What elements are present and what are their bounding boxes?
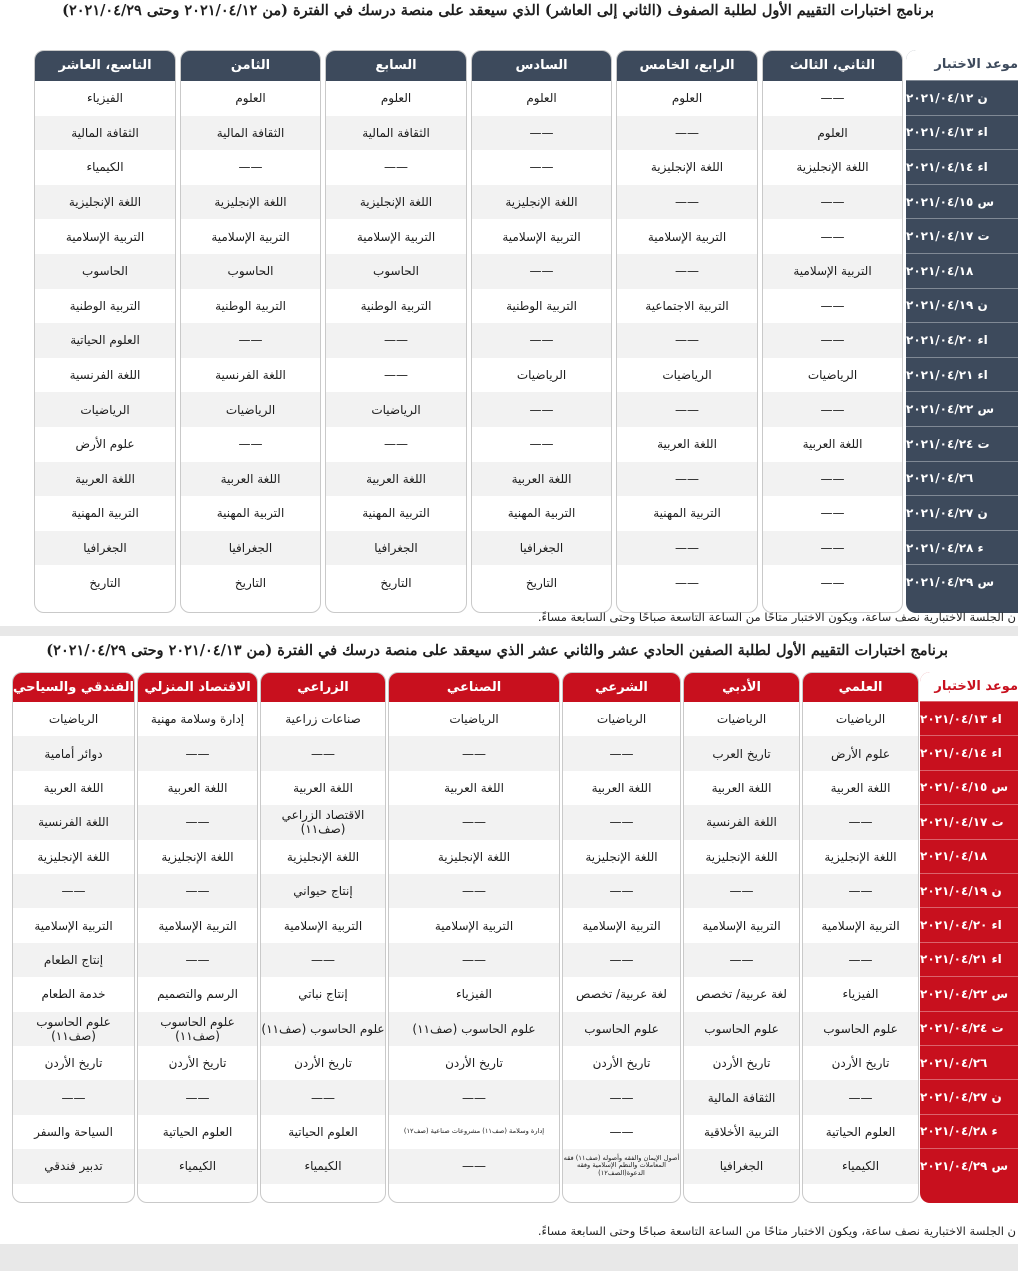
table-cell: ——	[138, 874, 257, 908]
date-cell: ن ٢٠٢١/٠٤/٢٧	[906, 495, 1018, 530]
date-cell: س ٢٠٢١/٠٤/٢٩	[920, 1148, 1018, 1182]
table-cell: العلوم	[763, 116, 902, 151]
table-cell: تاريخ الأردن	[592, 1056, 651, 1071]
table-cell: ——	[803, 874, 918, 908]
table-cell: العلوم	[380, 91, 412, 106]
table-cell: ——	[675, 575, 699, 590]
table-cell: التربية المهنية	[216, 506, 285, 521]
column-header: الشرعي	[563, 673, 680, 702]
column-header: الزراعي	[261, 673, 385, 702]
table-cell: التربية الإسلامية	[763, 254, 902, 289]
table-cell: اللغة الإنجليزية	[824, 849, 897, 864]
table-cell: ——	[138, 736, 257, 770]
table-cell: الجغرافيا	[326, 531, 466, 566]
table-cell: ——	[617, 392, 757, 427]
table-cell: أصول الإيمان والفقه وأصوله (صف١١) فقه المعاملات والنظم الإسلامية وفقه الدعوة(الصف١٢)	[563, 1149, 680, 1183]
date-cell: ن ٢٠٢١/٠٤/٢٧	[920, 1079, 1018, 1113]
table-cell: الكيمياء	[138, 1149, 257, 1183]
table-cell: اللغة الفرنسية	[13, 805, 134, 839]
date-cell: س ٢٠٢١/٠٤/٢٩	[906, 564, 1018, 599]
table-cell: اللغة العربية	[444, 780, 504, 795]
table-cell: ——	[529, 160, 554, 175]
table-cell: التربية الإسلامية	[582, 918, 661, 933]
table-cell: ——	[472, 392, 611, 427]
column-header: التاسع، العاشر	[35, 51, 175, 81]
table-cell: تاريخ الأردن	[831, 1056, 890, 1071]
table-cell: اللغة الإنجليزية	[472, 185, 611, 220]
table-cell: ——	[617, 462, 757, 497]
table-cell: لغة عربية/ تخصص	[696, 987, 787, 1002]
table-cell: التربية الإسلامية	[34, 918, 113, 933]
date-cell: ن ٢٠٢١/٠٤/١٢	[906, 80, 1018, 115]
table-cell: ——	[13, 1080, 134, 1114]
column-header: الاقتصاد المنزلي	[138, 673, 257, 702]
table-cell: ——	[389, 1149, 559, 1183]
table-cell: العلوم الحياتية	[288, 1124, 358, 1139]
table-cell: اللغة الفرنسية	[69, 368, 141, 383]
date-cell: اء ٢٠٢١/٠٤/٢١	[906, 357, 1018, 392]
table1-column-6	[34, 50, 176, 613]
table-cell: ——	[763, 462, 902, 497]
table-cell: ——	[803, 1080, 918, 1114]
column-header: الصناعي	[389, 673, 559, 702]
table-cell: اللغة العربية	[181, 462, 320, 497]
table-cell: تاريخ الأردن	[44, 1056, 103, 1071]
table-cell: ——	[763, 185, 902, 220]
table-cell: التربية الإسلامية	[356, 229, 436, 244]
table-cell: التاريخ	[525, 575, 558, 590]
table2-column-3	[562, 672, 681, 1203]
table-cell: السياحة والسفر	[34, 1124, 113, 1139]
table-cell: اللغة العربية	[167, 780, 228, 795]
table-cell: اللغة العربية	[802, 437, 863, 452]
date-cell: ٢٠٢١/٠٤/١٨	[920, 839, 1018, 873]
column-header: الرابع، الخامس	[617, 51, 757, 81]
table-cell: ——	[389, 943, 559, 977]
table-cell: الاقتصاد الزراعي (صف١١)	[261, 805, 385, 839]
date-cell: س ٢٠٢١/٠٤/٢٢	[920, 976, 1018, 1010]
table-cell: التربية الإسلامية	[702, 918, 781, 933]
date-cell: اء ٢٠٢١/٠٤/١٤	[906, 149, 1018, 184]
table-cell: ——	[563, 736, 680, 770]
table-cell: علوم الحاسوب (صف١١)	[138, 1012, 257, 1046]
table1-title: برنامج اختبارات التقييم الأول لطلبة الصفوف (الثاني إلى العاشر) الذي سيعقد على منصة درسك في الفترة (من ٢٠٢١/٠٤/١٢ وحتى ٢٠٢١/٠٤/٢٩)	[62, 2, 934, 19]
table-cell: ——	[261, 943, 385, 977]
table-cell: ——	[617, 185, 757, 220]
table-cell: ——	[563, 805, 680, 839]
column-header: السابع	[326, 51, 466, 81]
table-cell: الرياضيات	[35, 392, 175, 427]
table-cell: الرياضيات	[181, 392, 320, 427]
date-cell: ٢٠٢١/٠٤/٢٦	[906, 461, 1018, 496]
table-cell: الجغرافيا	[472, 531, 611, 566]
table-cell: ——	[803, 943, 918, 977]
table2-footnote: ن الجلسة الاختبارية نصف ساعة، ويكون الاختبار متاحًا من الساعة التاسعة صباحًا وحتى السابعة مساءً.	[537, 1224, 1016, 1238]
table-cell: الحاسوب	[181, 254, 320, 289]
table-cell: ——	[563, 874, 680, 908]
table-cell: التربية الإسلامية	[158, 918, 237, 933]
date-cell: ت ٢٠٢١/٠٤/١٧	[920, 804, 1018, 838]
table-cell: ——	[763, 323, 902, 358]
table-cell: التربية الإسلامية	[647, 229, 727, 244]
table-cell: الرياضيات	[662, 368, 712, 383]
table-cell: ——	[820, 575, 845, 590]
table-cell: ——	[617, 323, 757, 358]
date-cell: ن ٢٠٢١/٠٤/١٩	[920, 873, 1018, 907]
column-header: العلمي	[803, 673, 918, 702]
table2-date-column	[920, 672, 1018, 1203]
table-cell: الرياضيات	[835, 712, 886, 727]
table-cell: الثقافة المالية	[326, 116, 466, 151]
table-cell: الرياضيات	[449, 712, 499, 727]
table-cell: الرياضيات	[516, 368, 567, 383]
table-cell: اللغة الإنجليزية	[796, 160, 869, 175]
table-cell: ——	[261, 736, 385, 770]
table-cell: علوم الحاسوب	[803, 1012, 918, 1046]
table-cell: اللغة الإنجليزية	[161, 849, 234, 864]
table-cell: الجغرافيا	[181, 531, 320, 566]
date-cell: س ٢٠٢١/٠٤/١٥	[906, 184, 1018, 219]
table-cell: تاريخ الأردن	[168, 1056, 227, 1071]
table-cell: ——	[261, 1080, 385, 1114]
table-cell: دوائر أمامية	[13, 736, 134, 770]
table2-column-2	[683, 672, 800, 1203]
table-cell: ——	[389, 874, 559, 908]
table2-column-5	[260, 672, 386, 1203]
table-cell: الرياضيات	[48, 712, 99, 727]
table-cell: ——	[389, 805, 559, 839]
table-cell: اللغة الإنجليزية	[326, 185, 466, 220]
table-cell: الفيزياء	[87, 91, 123, 106]
date-cell: ء ٢٠٢١/٠٤/٢٨	[906, 530, 1018, 565]
table-cell: إدارة وسلامة مهنية	[150, 712, 245, 727]
date-cell: اء ٢٠٢١/٠٤/٢١	[920, 942, 1018, 976]
table-cell: العلوم الحياتية	[35, 323, 175, 358]
table-cell: ——	[384, 160, 408, 175]
table-cell: اللغة العربية	[35, 462, 175, 497]
table2-panel	[0, 636, 1018, 1244]
table-cell: ——	[529, 437, 554, 452]
table-cell: اللغة الإنجليزية	[37, 849, 110, 864]
table-cell: الجغرافيا	[35, 531, 175, 566]
table-cell: ——	[138, 1080, 257, 1114]
table1-column-4	[325, 50, 467, 613]
table-cell: ——	[684, 874, 799, 908]
table-cell: خدمة الطعام	[41, 987, 106, 1002]
table1-column-1	[762, 50, 903, 613]
table2-date-header: موعد الاختبار	[920, 672, 1018, 701]
table-cell: ——	[763, 531, 902, 566]
date-cell: ت ٢٠٢١/٠٤/١٧	[906, 218, 1018, 253]
table-cell: ——	[820, 229, 845, 244]
table-cell: ——	[472, 323, 611, 358]
table-cell: ——	[138, 943, 257, 977]
table-cell: العلوم الحياتية	[825, 1124, 896, 1139]
table2-title: برنامج اختبارات التقييم الأول لطلبة الصفين الحادي عشر والثاني عشر الذي سيعقد على منصة درسك في الفترة (من ٢٠٢١/٠٤/١٣ وحتى ٢٠٢١/٠٤/٢٩)	[46, 642, 948, 659]
table-cell: علوم الأرض	[803, 736, 918, 770]
table1-date-column	[906, 50, 1018, 613]
column-header: السادس	[472, 51, 611, 81]
table-cell: التربية الإسلامية	[65, 229, 145, 244]
table-cell: العلوم الحياتية	[162, 1124, 233, 1139]
table1-panel	[0, 0, 1018, 626]
table2-column-6	[137, 672, 258, 1203]
column-header: الثامن	[181, 51, 320, 81]
table2-column-1	[802, 672, 919, 1203]
table-cell: التربية المهنية	[507, 506, 576, 521]
table-cell: ——	[803, 805, 918, 839]
table-cell: التربية الوطنية	[215, 298, 286, 313]
column-header: الفندقي والسياحي	[13, 673, 134, 702]
table-cell: علوم الحاسوب (صف١١)	[389, 1012, 559, 1046]
table-cell: التربية المهنية	[71, 506, 139, 521]
table-cell: ——	[472, 254, 611, 289]
table-cell: علوم الحاسوب	[684, 1012, 799, 1046]
date-cell: اء ٢٠٢١/٠٤/٢٠	[906, 322, 1018, 357]
table-cell: الحاسوب	[35, 254, 175, 289]
table-cell: التاريخ	[234, 575, 267, 590]
table-cell: اللغة الإنجليزية	[35, 185, 175, 220]
table-cell: الفيزياء	[842, 987, 879, 1002]
table-cell: ——	[763, 392, 902, 427]
table-cell: ——	[384, 368, 408, 383]
table2-column-7	[12, 672, 135, 1203]
table-cell: العلوم	[526, 91, 557, 106]
table-cell: التربية الاجتماعية	[645, 298, 729, 313]
table-cell: اللغة العربية	[472, 462, 611, 497]
table-cell: ——	[563, 1080, 680, 1114]
table-cell: الكيمياء	[261, 1149, 385, 1183]
table-cell: التربية الأخلاقية	[704, 1124, 779, 1139]
table-cell: الفيزياء	[456, 987, 492, 1002]
table-cell: اللغة العربية	[711, 780, 772, 795]
table-cell: علوم الحاسوب (صف١١)	[13, 1012, 134, 1046]
table-cell: علوم الأرض	[75, 437, 135, 452]
table-cell: التربية الإسلامية	[821, 918, 900, 933]
column-header: الأدبي	[684, 673, 799, 702]
table2-column-4	[388, 672, 560, 1203]
table-cell: ——	[820, 91, 845, 106]
table-cell: الثقافة المالية	[181, 116, 320, 151]
table-cell: ——	[384, 437, 408, 452]
table-cell: اللغة الإنجليزية	[181, 185, 320, 220]
table-cell: تاريخ العرب	[684, 736, 799, 770]
date-cell: ء ٢٠٢١/٠٤/٢٨	[920, 1114, 1018, 1148]
date-cell: ت ٢٠٢١/٠٤/٢٤	[920, 1011, 1018, 1045]
table-cell: إنتاج حيواني	[261, 874, 385, 908]
table-cell: الرياضيات	[716, 712, 767, 727]
table1-column-2	[616, 50, 758, 613]
table-cell: ——	[472, 116, 611, 151]
table1-column-3	[471, 50, 612, 613]
table-cell: تاريخ الأردن	[445, 1056, 503, 1071]
table-cell: ——	[13, 874, 134, 908]
table-cell: اللغة الفرنسية	[215, 368, 286, 383]
table-cell: الثقافة المالية	[35, 116, 175, 151]
table-cell: ——	[563, 943, 680, 977]
table-cell: علوم الحاسوب (صف١١)	[261, 1012, 385, 1046]
table-cell: تاريخ الأردن	[712, 1056, 771, 1071]
table-cell: التاريخ	[89, 575, 121, 590]
table-cell: تدبير فندقي	[13, 1149, 134, 1183]
table-cell: الحاسوب	[326, 254, 466, 289]
table-cell: العلوم	[235, 91, 266, 106]
table-cell: اللغة الإنجليزية	[437, 849, 511, 864]
table-cell: إنتاج الطعام	[13, 943, 134, 977]
table-cell: اللغة العربية	[293, 780, 353, 795]
table-cell: اللغة العربية	[591, 780, 652, 795]
date-cell: ن ٢٠٢١/٠٤/١٩	[906, 288, 1018, 323]
table-cell: ——	[820, 506, 845, 521]
date-cell: اء ٢٠٢١/٠٤/١٤	[920, 735, 1018, 769]
table-cell: ——	[326, 323, 466, 358]
table-cell: ——	[389, 1080, 559, 1114]
table-cell: الكيمياء	[86, 160, 124, 175]
date-cell: س ٢٠٢١/٠٤/٢٢	[906, 391, 1018, 426]
date-cell: ت ٢٠٢١/٠٤/٢٤	[906, 426, 1018, 461]
table-cell: التربية المهنية	[653, 506, 721, 521]
table-cell: تاريخ الأردن	[294, 1056, 352, 1071]
table-cell: التربية الإسلامية	[211, 229, 290, 244]
table-cell: ——	[820, 298, 845, 313]
table-cell: التربية الوطنية	[506, 298, 577, 313]
table-cell: التربية الإسلامية	[283, 918, 363, 933]
table-cell: التربية الوطنية	[69, 298, 141, 313]
table-cell: ——	[617, 254, 757, 289]
table-cell: اللغة الإنجليزية	[585, 849, 658, 864]
table-cell: التربية الوطنية	[360, 298, 432, 313]
date-cell: س ٢٠٢١/٠٤/١٥	[920, 770, 1018, 804]
table-cell: اللغة الإنجليزية	[286, 849, 360, 864]
table-cell: اللغة العربية	[657, 437, 717, 452]
table-cell: الرياضيات	[326, 392, 466, 427]
table-cell: التاريخ	[380, 575, 412, 590]
table-cell: العلوم	[671, 91, 703, 106]
table-cell: ——	[609, 1124, 634, 1139]
column-header: الثاني، الثالث	[763, 51, 902, 81]
table-cell: اللغة العربية	[830, 780, 891, 795]
table1-column-5	[180, 50, 321, 613]
table-cell: علوم الحاسوب	[563, 1012, 680, 1046]
table-cell: التربية المهنية	[362, 506, 430, 521]
table-cell: إدارة وسلامة (صف١١) مشروعات صناعية (صف١٢)	[403, 1127, 545, 1136]
date-cell: ٢٠٢١/٠٤/١٨	[906, 253, 1018, 288]
table-cell: اللغة العربية	[326, 462, 466, 497]
table-cell: الرياضيات	[596, 712, 647, 727]
date-cell: اء ٢٠٢١/٠٤/٢٠	[920, 907, 1018, 941]
date-cell: اء ٢٠٢١/٠٤/١٣	[920, 701, 1018, 735]
table1-date-header: موعد الاختبار	[906, 50, 1018, 80]
table-cell: ——	[238, 437, 263, 452]
table-cell: ——	[684, 943, 799, 977]
table-cell: ——	[238, 160, 263, 175]
date-cell: ٢٠٢١/٠٤/٢٦	[920, 1045, 1018, 1079]
table-cell: اللغة العربية	[43, 780, 104, 795]
table-cell: اللغة الإنجليزية	[650, 160, 724, 175]
table-cell: إنتاج نباتي	[298, 987, 348, 1002]
table-cell: الرسم والتصميم	[157, 987, 238, 1002]
table-cell: صناعات زراعية	[285, 712, 361, 727]
table-cell: اللغة الإنجليزية	[705, 849, 778, 864]
date-cell: اء ٢٠٢١/٠٤/١٣	[906, 115, 1018, 150]
table-cell: الكيمياء	[803, 1149, 918, 1183]
table-cell: ——	[389, 736, 559, 770]
table-cell: ——	[617, 531, 757, 566]
table-cell: ——	[138, 805, 257, 839]
table-cell: لغة عربية/ تخصص	[576, 987, 667, 1002]
table-cell: ——	[617, 116, 757, 151]
table-cell: الرياضيات	[807, 368, 858, 383]
table-cell: اللغة الفرنسية	[684, 805, 799, 839]
table-cell: الثقافة المالية	[684, 1080, 799, 1114]
table-cell: التربية الإسلامية	[502, 229, 581, 244]
table-cell: ——	[181, 323, 320, 358]
table-cell: الجغرافيا	[684, 1149, 799, 1183]
table1-footnote: ن الجلسة الاختبارية نصف ساعة، ويكون الاختبار متاحًا من الساعة التاسعة صباحًا وحتى السابعة مساءً.	[537, 610, 1016, 624]
table-cell: التربية الإسلامية	[434, 918, 514, 933]
